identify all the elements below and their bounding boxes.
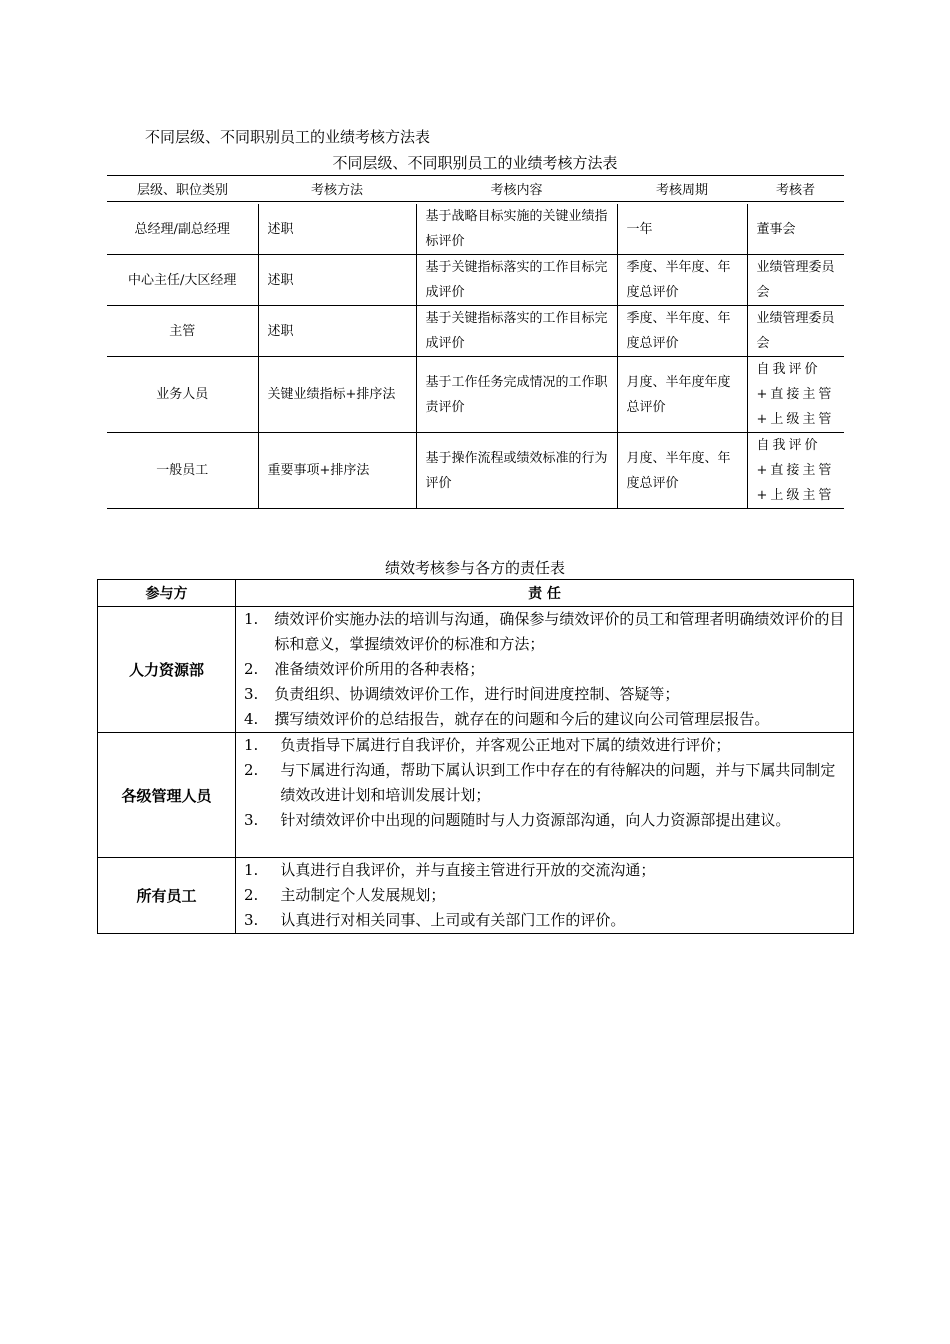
column-header-cycle: 考核周期 — [617, 176, 747, 202]
column-header-level: 层级、职位类别 — [107, 176, 258, 202]
cell-assessor: 业绩管理委员会 — [747, 306, 844, 357]
item-text: 针对绩效评价中出现的问题随时与人力资源部沟通，向人力资源部提出建议。 — [280, 811, 791, 829]
column-header-responsibility: 责 任 — [236, 580, 854, 607]
cell-assessor: 董事会 — [747, 204, 844, 255]
cell-cycle: 月度、半年度、年度总评价 — [617, 433, 747, 509]
table-header-row — [107, 176, 844, 202]
item-text: 认真进行自我评价，并与直接主管进行开放的交流沟通； — [280, 861, 656, 879]
table-row — [107, 255, 844, 306]
cell-responsibility — [236, 858, 854, 934]
column-header-method: 考核方法 — [258, 176, 416, 202]
table-row — [107, 204, 844, 255]
cell-content: 基于操作流程或绩效标准的行为评价 — [416, 433, 617, 509]
table-row — [107, 433, 844, 509]
document-heading: 不同层级、不同职别员工的业绩考核方法表 — [145, 128, 431, 146]
item-number: 3. — [244, 911, 259, 929]
cell-responsibility — [236, 607, 854, 733]
cell-assessor: 自我评价+直接主管+上级主管 — [747, 357, 844, 433]
column-header-party: 参与方 — [98, 580, 236, 607]
cell-assessor: 自我评价+直接主管+上级主管 — [747, 433, 844, 509]
cell-cycle: 月度、半年度年度总评价 — [617, 357, 747, 433]
cell-party: 所有员工 — [98, 858, 236, 934]
cell-assessor: 业绩管理委员会 — [747, 255, 844, 306]
list-item — [244, 682, 847, 707]
cell-level: 一般员工 — [107, 433, 258, 509]
cell-party: 人力资源部 — [98, 607, 236, 733]
table-row — [107, 357, 844, 433]
cell-method: 重要事项+排序法 — [258, 433, 416, 509]
item-number: 3. — [244, 811, 259, 829]
cell-party: 各级管理人员 — [98, 733, 236, 858]
item-text: 认真进行对相关同事、上司或有关部门工作的评价。 — [280, 911, 626, 929]
cell-content: 基于关键指标落实的工作目标完成评价 — [416, 255, 617, 306]
cell-content: 基于关键指标落实的工作目标完成评价 — [416, 306, 617, 357]
item-text: 绩效评价实施办法的培训与沟通，确保参与绩效评价的员工和管理者明确绩效评价的目标和意义，掌握绩效评价的标准和方法； — [274, 610, 845, 653]
cell-level: 总经理/副总经理 — [107, 204, 258, 255]
cell-cycle: 一年 — [617, 204, 747, 255]
responsibility-table-caption: 绩效考核参与各方的责任表 — [384, 559, 565, 577]
item-number: 2. — [244, 660, 259, 678]
cell-content: 基于战略目标实施的关键业绩指标评价 — [416, 204, 617, 255]
assessment-methods-table — [107, 175, 844, 509]
item-number: 1. — [244, 861, 259, 879]
column-header-content: 考核内容 — [416, 176, 617, 202]
item-text: 撰写绩效评价的总结报告，就存在的问题和今后的建议向公司管理层报告。 — [274, 710, 770, 728]
assessment-methods-table-caption: 不同层级、不同职别员工的业绩考核方法表 — [332, 154, 618, 172]
cell-method: 关键业绩指标+排序法 — [258, 357, 416, 433]
list-item — [244, 657, 847, 682]
item-number: 2. — [244, 761, 259, 779]
item-text: 准备绩效评价所用的各种表格； — [274, 660, 485, 678]
responsibility-table — [97, 579, 854, 934]
cell-level: 中心主任/大区经理 — [107, 255, 258, 306]
cell-cycle: 季度、半年度、年度总评价 — [617, 306, 747, 357]
item-number: 1. — [244, 610, 259, 628]
list-item — [244, 883, 847, 908]
item-number: 2. — [244, 886, 259, 904]
cell-method: 述职 — [258, 204, 416, 255]
list-item — [244, 808, 847, 833]
item-text: 与下属进行沟通，帮助下属认识到工作中存在的有待解决的问题，并与下属共同制定绩效改进计划和培训发展计划； — [280, 761, 836, 804]
list-item — [244, 858, 847, 883]
item-number: 4. — [244, 710, 259, 728]
list-item — [244, 908, 847, 933]
item-text: 负责指导下属进行自我评价，并客观公正地对下属的绩效进行评价； — [280, 736, 731, 754]
item-number: 1. — [244, 736, 259, 754]
cell-level: 业务人员 — [107, 357, 258, 433]
list-item — [244, 607, 847, 657]
cell-level: 主管 — [107, 306, 258, 357]
list-item — [244, 758, 847, 808]
cell-content: 基于工作任务完成情况的工作职责评价 — [416, 357, 617, 433]
column-header-assessor: 考核者 — [747, 176, 844, 202]
table-row — [98, 607, 854, 733]
list-item — [244, 707, 847, 732]
cell-method: 述职 — [258, 255, 416, 306]
item-number: 3. — [244, 685, 259, 703]
table-row — [98, 733, 854, 858]
item-text: 主动制定个人发展规划； — [280, 886, 446, 904]
item-text: 负责组织、协调绩效评价工作，进行时间进度控制、答疑等； — [274, 685, 680, 703]
table-header-row — [98, 580, 854, 607]
table-row — [107, 306, 844, 357]
cell-responsibility — [236, 733, 854, 858]
table-row — [98, 858, 854, 934]
list-item — [244, 733, 847, 758]
cell-method: 述职 — [258, 306, 416, 357]
cell-cycle: 季度、半年度、年度总评价 — [617, 255, 747, 306]
